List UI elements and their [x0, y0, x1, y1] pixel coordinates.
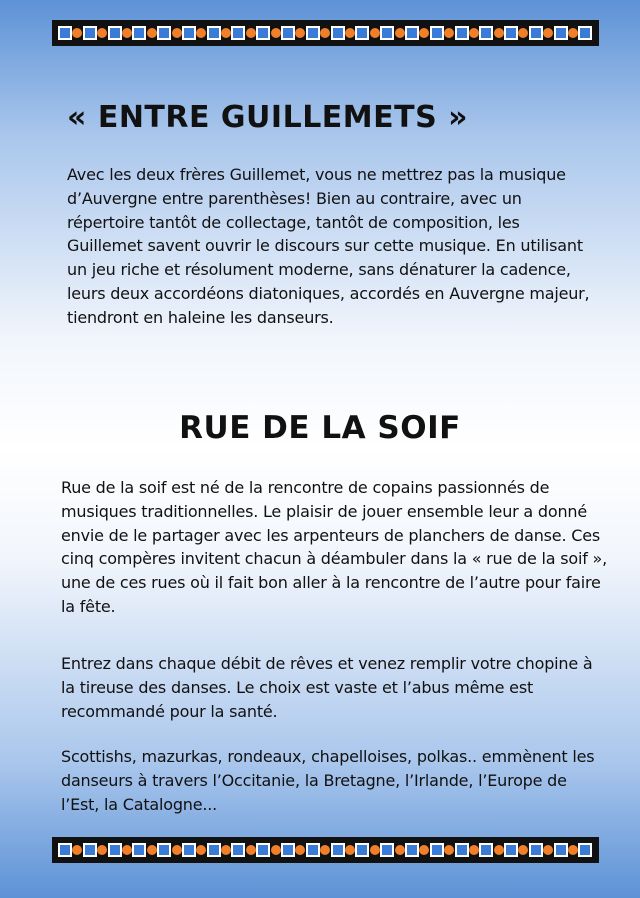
square-ornament — [207, 843, 221, 857]
dot-ornament — [72, 28, 82, 38]
square-ornament — [504, 26, 518, 40]
square-ornament — [83, 26, 97, 40]
square-ornament — [405, 843, 419, 857]
heading-entre-guillemets: « ENTRE GUILLEMETS » — [67, 100, 469, 135]
square-ornament — [529, 26, 543, 40]
dot-ornament — [518, 845, 528, 855]
dot-ornament — [320, 845, 330, 855]
dot-ornament — [494, 845, 504, 855]
square-ornament — [58, 843, 72, 857]
square-ornament — [182, 843, 196, 857]
square-ornament — [380, 843, 394, 857]
dot-ornament — [444, 845, 454, 855]
square-ornament — [306, 843, 320, 857]
square-ornament — [207, 26, 221, 40]
dot-ornament — [469, 28, 479, 38]
dot-ornament — [419, 845, 429, 855]
square-ornament — [256, 843, 270, 857]
dot-ornament — [246, 845, 256, 855]
dot-ornament — [568, 845, 578, 855]
dot-ornament — [172, 28, 182, 38]
dot-ornament — [196, 28, 206, 38]
dot-ornament — [395, 28, 405, 38]
bottom-decorative-border — [52, 837, 599, 863]
square-ornament — [83, 843, 97, 857]
square-ornament — [504, 843, 518, 857]
dot-ornament — [147, 845, 157, 855]
dot-ornament — [122, 845, 132, 855]
square-ornament — [108, 843, 122, 857]
dot-ornament — [370, 28, 380, 38]
dot-ornament — [221, 28, 231, 38]
dot-ornament — [72, 845, 82, 855]
square-ornament — [331, 843, 345, 857]
dot-ornament — [320, 28, 330, 38]
heading-rue-de-la-soif: RUE DE LA SOIF — [179, 410, 461, 446]
square-ornament — [455, 843, 469, 857]
dot-ornament — [345, 845, 355, 855]
square-ornament — [380, 26, 394, 40]
dot-ornament — [246, 28, 256, 38]
square-ornament — [578, 26, 592, 40]
square-ornament — [355, 843, 369, 857]
square-ornament — [281, 26, 295, 40]
paragraph-rue-de-la-soif-invite: Entrez dans chaque débit de rêves et venez remplir votre chopine à la tireuse des danses. Le choix est vaste et l’abus même est recommandé pour la santé. — [61, 654, 593, 721]
square-ornament — [132, 26, 146, 40]
dot-ornament — [494, 28, 504, 38]
square-ornament — [430, 26, 444, 40]
square-ornament — [108, 26, 122, 40]
square-ornament — [430, 843, 444, 857]
square-ornament — [331, 26, 345, 40]
square-ornament — [529, 843, 543, 857]
dot-ornament — [518, 28, 528, 38]
dot-ornament — [295, 28, 305, 38]
square-ornament — [554, 843, 568, 857]
dot-ornament — [147, 28, 157, 38]
square-ornament — [231, 26, 245, 40]
square-ornament — [306, 26, 320, 40]
top-decorative-border — [52, 20, 599, 46]
square-ornament — [256, 26, 270, 40]
square-ornament — [231, 843, 245, 857]
dot-ornament — [172, 845, 182, 855]
dot-ornament — [419, 28, 429, 38]
square-ornament — [157, 843, 171, 857]
square-ornament — [455, 26, 469, 40]
dot-ornament — [271, 845, 281, 855]
dot-ornament — [196, 845, 206, 855]
square-ornament — [554, 26, 568, 40]
square-ornament — [578, 843, 592, 857]
dot-ornament — [271, 28, 281, 38]
square-ornament — [479, 843, 493, 857]
paragraph-rue-de-la-soif-intro: Rue de la soif est né de la rencontre de copains passionnés de musiques traditionnelles. Le plaisir de jouer ensemble leur a donné envie de le partager avec les arpenteurs de planchers de danse. Ces cinq compères invitent chacun à déambuler dans la « rue de la soif », une de ces rues où il fait bon aller à la rencontre de l’autre pour faire la fête. — [61, 478, 608, 616]
dot-ornament — [295, 845, 305, 855]
dot-ornament — [122, 28, 132, 38]
dot-ornament — [370, 845, 380, 855]
dot-ornament — [97, 845, 107, 855]
dot-ornament — [543, 845, 553, 855]
square-ornament — [132, 843, 146, 857]
paragraph-entre-guillemets: Avec les deux frères Guillemet, vous ne mettrez pas la musique d’Auvergne entre parenthèses! Bien au contraire, avec un répertoire tantôt de collectage, tantôt de composition, les Guillemet savent ouvrir le discours sur cette musique. En utilisant un jeu riche et résolument moderne, sans dénaturer la cadence, leurs deux accordéons diatoniques, accordés en Auvergne majeur, tiendront en haleine les danseurs. — [67, 165, 590, 327]
dot-ornament — [444, 28, 454, 38]
square-ornament — [405, 26, 419, 40]
square-ornament — [281, 843, 295, 857]
square-ornament — [479, 26, 493, 40]
square-ornament — [58, 26, 72, 40]
dot-ornament — [345, 28, 355, 38]
square-ornament — [157, 26, 171, 40]
dot-ornament — [97, 28, 107, 38]
paragraph-rue-de-la-soif-dances: Scottishs, mazurkas, rondeaux, chapelloises, polkas.. emmènent les danseurs à travers l’Occitanie, la Bretagne, l’Irlande, l’Europe de l’Est, la Catalogne... — [61, 747, 595, 814]
dot-ornament — [221, 845, 231, 855]
dot-ornament — [469, 845, 479, 855]
dot-ornament — [568, 28, 578, 38]
square-ornament — [355, 26, 369, 40]
square-ornament — [182, 26, 196, 40]
dot-ornament — [543, 28, 553, 38]
dot-ornament — [395, 845, 405, 855]
